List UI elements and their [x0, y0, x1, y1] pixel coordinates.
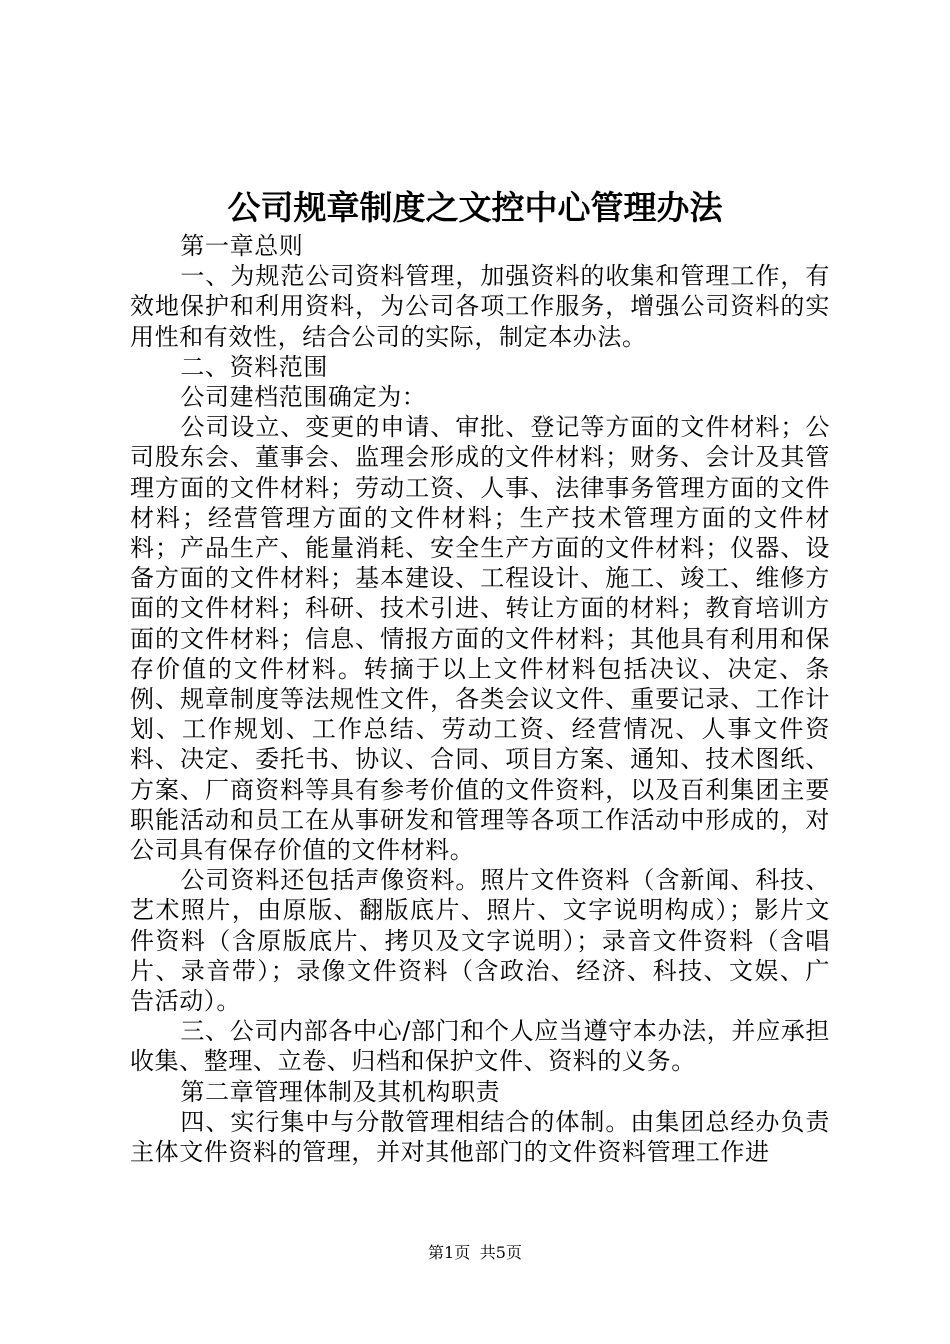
paragraph: 一、为规范公司资料管理，加强资料的收集和管理工作，有效地保护和利用资料，为公司各项工作服务，增强公司资料的实用性和有效性，结合公司的实际，制定本办法。: [130, 262, 830, 351]
document-title: 公司规章制度之文控中心管理办法: [227, 188, 723, 227]
paragraph: 公司建档范围确定为：: [180, 383, 427, 412]
paragraph: 三、公司内部各中心/部门和个人应当遵守本办法，并应承担收集、整理、立卷、归档和保护文件、资料的义务。: [130, 1017, 830, 1076]
page-total: 共5页: [479, 1243, 522, 1262]
page-footer: [0, 1242, 950, 1264]
chapter-heading: 第一章总则: [180, 232, 304, 260]
document-body: [130, 231, 830, 1167]
paragraph: 四、实行集中与分散管理相结合的体制。由集团总经办负责主体文件资料的管理，并对其他部门的文件资料管理工作进: [130, 1107, 830, 1167]
paragraph: 公司设立、变更的申请、审批、登记等方面的文件材料；公司股东会、董事会、监理会形成的文件材料；财务、会计及其管理方面的文件材料；劳动工资、人事、法律事务管理方面的文件材料；经营管理方面的文件材料；生产技术管理方面的文件材料；产品生产、能量消耗、安全生产方面的文件材料；仪器、设备方面的文件材料；基本建设、工程设计、施工、竣工、维修方面的文件材料；科研、技术引进、转让方面的材料；教育培训方面的文件材料；信息、情报方面的文件材料；其他具有利用和保存价值的文件材料。转摘于以上文件材料包括决议、决定、条例、规章制度等法规性文件，各类会议文件、重要记录、工作计划、工作规划、工作总结、劳动工资、经营情况、人事文件资料、决定、委托书、协议、合同、项目方案、通知、技术图纸、方案、厂商资料等具有参考价值的文件资料，以及百利集团主要职能活动和员工在从事研发和管理等各项工作活动中形成的，对公司具有保存价值的文件材料。: [130, 413, 830, 865]
page-number: 第1页: [428, 1243, 471, 1262]
paragraph: 公司资料还包括声像资料。照片文件资料（含新闻、科技、艺术照片，由原版、翻版底片、照片、文字说明构成）；影片文件资料（含原版底片、拷贝及文字说明）；录音文件资料（含唱片、录音带）；录像文件资料（含政治、经济、科技、文娱、广告活动）。: [130, 866, 830, 1016]
chapter-heading: 第二章管理体制及其机构职责: [180, 1077, 501, 1106]
section-heading: 二、资料范围: [180, 352, 328, 381]
